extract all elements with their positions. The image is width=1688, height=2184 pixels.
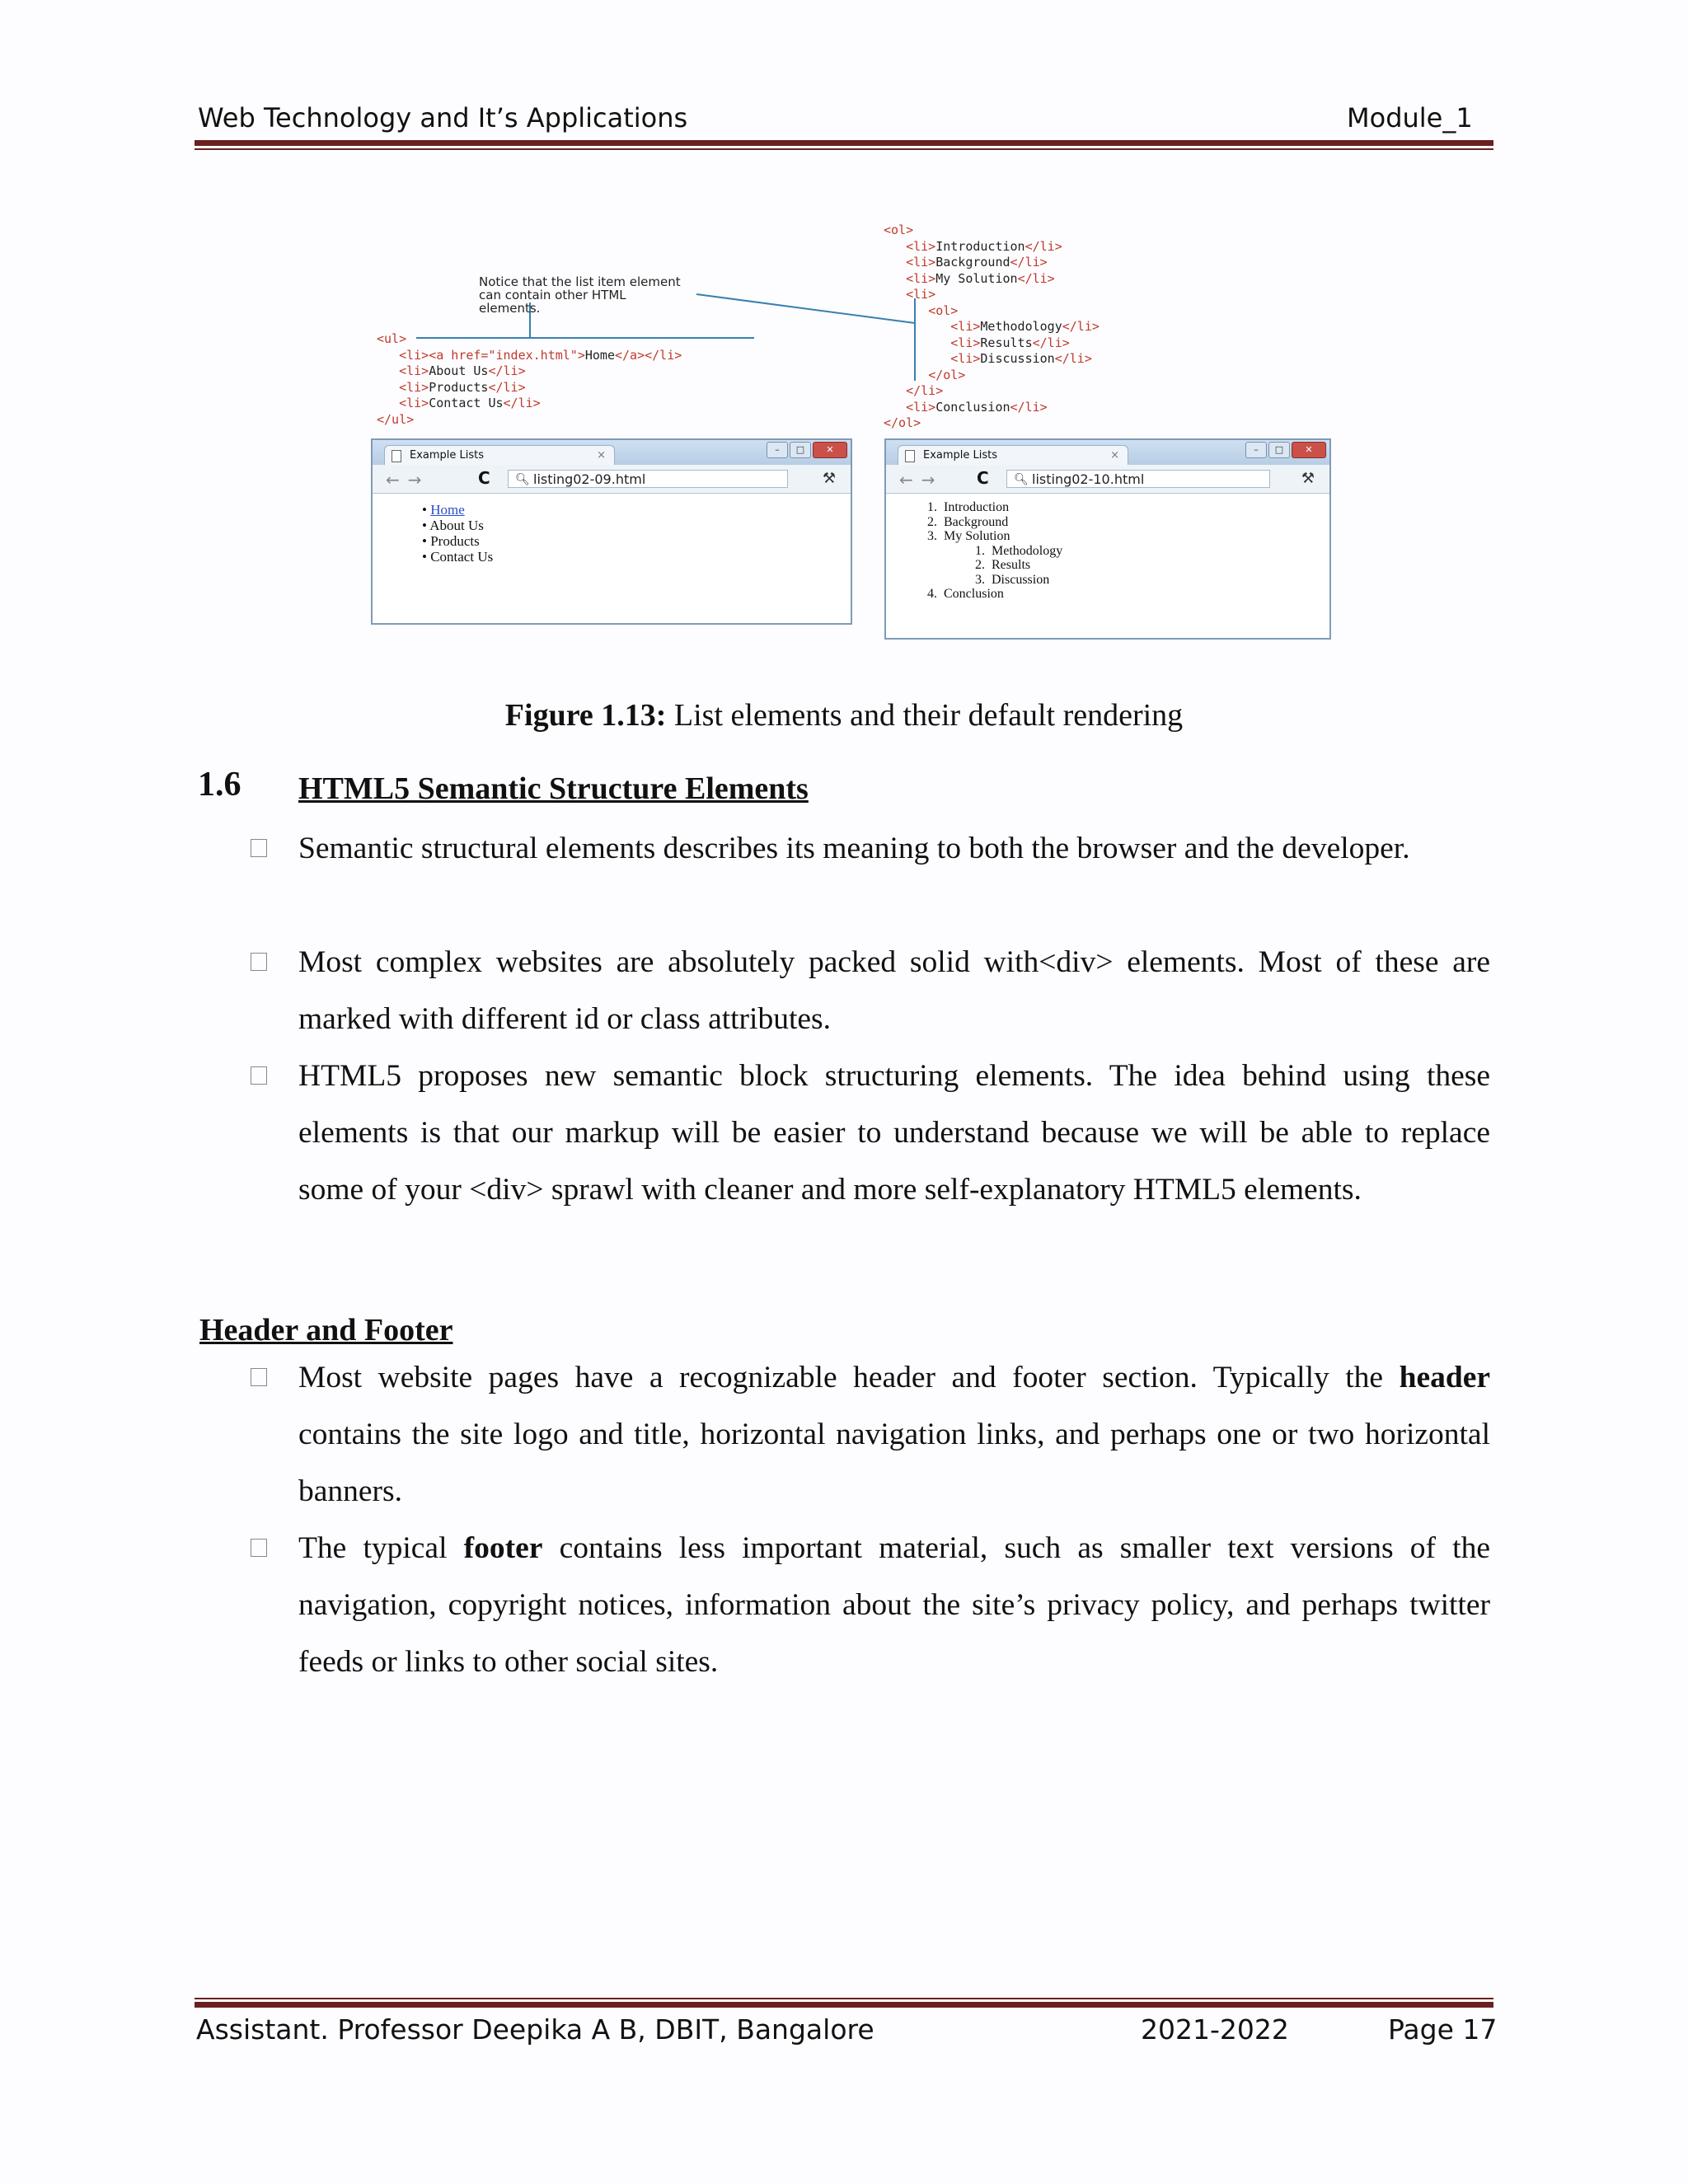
minimize-icon[interactable]: – (1245, 442, 1267, 458)
search-icon: 🔍︎ (1014, 473, 1029, 486)
browser-window-ordered (884, 438, 1331, 640)
browser-window-unordered (371, 438, 852, 625)
ol-code-line: </ol> (884, 415, 921, 430)
bullet-icon (251, 1066, 267, 1085)
footer-rule (195, 2002, 1493, 2008)
ol-code-line: <ol> (928, 302, 959, 318)
close-window-icon[interactable]: ✕ (1292, 442, 1326, 458)
close-tab-icon[interactable]: × (1110, 449, 1119, 462)
ol-code-line: <li>Methodology</li> (950, 319, 1100, 334)
bullet-icon (251, 953, 267, 971)
header-rule-thin (195, 148, 1493, 150)
ul-code-line: <li>Contact Us</li> (399, 396, 541, 410)
ol-code-line: <li>Conclusion</li> (906, 399, 1048, 415)
ul-code-line: <li>About Us</li> (399, 363, 526, 378)
ol-code-listing (884, 223, 1100, 432)
ul-code-line: <li><a href="index.html">Home</a></li> (399, 347, 682, 363)
ol-code-line: <li>Discussion</li> (950, 351, 1092, 366)
subsection-title: Header and Footer (199, 1313, 453, 1347)
close-window-icon[interactable]: ✕ (813, 442, 847, 458)
ol-code-line: <li>Introduction</li> (906, 238, 1062, 254)
figure-caption: Figure 1.13: List elements and their default rendering (504, 698, 1184, 733)
ol-code-line: <li>Results</li> (950, 335, 1070, 350)
ol-code-line: </ol> (928, 367, 966, 382)
list-item[interactable]: • Home (422, 502, 465, 518)
ol-code-line: <ol> (884, 223, 914, 237)
list-item: 2. Results (975, 558, 1031, 572)
section-number: 1.6 (198, 766, 241, 804)
ol-code-line: <li> (906, 287, 936, 302)
figure-list-elements (367, 216, 1339, 677)
list-item: • Products (422, 533, 480, 549)
ol-code-line: </li> (906, 383, 944, 398)
footer-year: 2021-2022 (1141, 2013, 1289, 2046)
list-item: • Contact Us (422, 549, 494, 565)
bullet-icon (251, 1539, 267, 1557)
ul-code-listing (377, 331, 682, 428)
paragraph: Semantic structural elements describes its meaning to both the browser and the developer. (298, 832, 1410, 865)
bullet-icon (251, 1368, 267, 1386)
paragraph: HTML5 proposes new semantic block structuring elements. The idea behind using these elements is that our markup will be easier to understand because we will be able to replace some of your <div> sprawl with cleaner and more self-explanatory HTML5 elements. (298, 1059, 1490, 1207)
maximize-icon[interactable]: □ (1268, 442, 1290, 458)
window-controls (767, 442, 847, 458)
reload-icon[interactable]: C (478, 468, 490, 488)
back-forward-icons[interactable]: ←→ (386, 470, 430, 490)
browser-tab[interactable]: Example Lists × (898, 445, 1128, 465)
browser-tab[interactable]: Example Lists × (384, 445, 615, 465)
page-icon (392, 450, 401, 462)
figure-note: Notice that the list item element can contain other HTML elements. (479, 274, 681, 316)
ul-code-line: <ul> (377, 331, 407, 346)
address-bar[interactable]: 🔍︎ listing02-10.html (1006, 470, 1270, 488)
paragraph: The typical footer contains less important material, such as smaller text versions of the navigation, copyright notices, information about the site’s privacy policy, and perhaps twitter feeds or links to other social sites. (298, 1531, 1490, 1679)
paragraph: Most complex websites are absolutely packed solid with<div> elements. Most of these are marked with different id or class attributes. (298, 945, 1490, 1036)
window-controls (1245, 442, 1326, 458)
list-item: • About Us (422, 518, 484, 533)
address-bar[interactable]: 🔍︎ listing02-09.html (508, 470, 788, 488)
footer-author: Assistant. Professor Deepika A B, DBIT, Bangalore (196, 2013, 874, 2046)
list-item: 2. Background (927, 514, 1009, 529)
reload-icon[interactable]: C (977, 468, 989, 488)
back-forward-icons[interactable]: ←→ (899, 470, 944, 490)
ol-code-line: <li>My Solution</li> (906, 270, 1055, 286)
list-item: 1. Methodology (975, 543, 1063, 558)
list-item: 3. My Solution (927, 529, 1010, 543)
header-rule (195, 140, 1493, 146)
close-tab-icon[interactable]: × (597, 449, 606, 462)
ul-code-line: <li>Products</li> (399, 379, 526, 395)
unordered-list-render (373, 494, 851, 565)
footer-page-number: Page 17 (1388, 2013, 1498, 2046)
page-icon (905, 450, 915, 462)
wrench-icon[interactable]: ⚒ (1301, 470, 1315, 487)
list-item: 3. Discussion (975, 572, 1050, 587)
bullet-icon (251, 839, 267, 857)
ul-code-line: </ul> (377, 411, 415, 427)
ol-code-line: <li>Background</li> (906, 255, 1048, 269)
minimize-icon[interactable]: – (767, 442, 788, 458)
footer-rule-thin (195, 1998, 1493, 1999)
wrench-icon[interactable]: ⚒ (822, 470, 836, 487)
list-item: 4. Conclusion (927, 587, 1004, 601)
running-header-module: Module_1 (1347, 102, 1473, 134)
section-title: HTML5 Semantic Structure Elements (298, 771, 809, 806)
search-icon: 🔍︎ (515, 473, 530, 486)
paragraph: Most website pages have a recognizable header and footer section. Typically the header contains the site logo and title, horizontal navigation links, and perhaps one or two horizontal banners. (298, 1361, 1490, 1508)
list-item: 1. Introduction (927, 500, 1010, 514)
maximize-icon[interactable]: □ (790, 442, 811, 458)
running-header-title: Web Technology and It’s Applications (198, 102, 688, 134)
